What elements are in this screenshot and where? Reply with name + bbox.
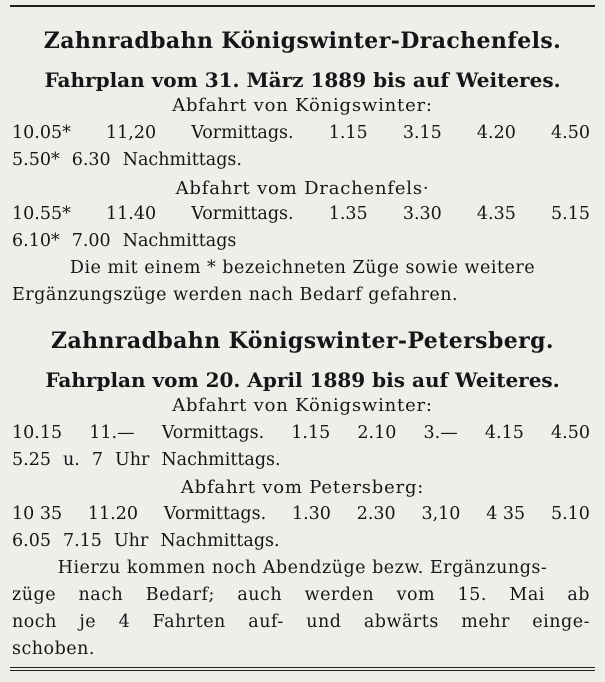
note-word: Mai	[509, 585, 545, 605]
note-word: auf-	[248, 612, 284, 632]
section2-departure-b-row1	[12, 506, 590, 524]
time-token: 1.15	[328, 123, 368, 143]
section1-note-line2: Ergänzungszüge werden nach Bedarf gefahren.	[12, 285, 459, 305]
time-token: Vormittags.	[163, 504, 267, 524]
note-word: noch	[12, 612, 57, 632]
section2-departure-a-label: Abfahrt von Königswinter:	[172, 395, 433, 416]
note-word: nach	[78, 585, 124, 605]
time-token: Nachmittags	[122, 231, 237, 251]
section2-title: Zahnradbahn Königswinter-Petersberg.	[51, 328, 554, 354]
time-token: Nachmittags.	[160, 531, 280, 551]
time-token: 11,20	[105, 123, 157, 143]
time-token: 11.40	[105, 204, 157, 224]
note-word: 15.	[457, 585, 487, 605]
time-token: 7.15	[62, 531, 102, 551]
time-token: 10.15	[12, 423, 63, 443]
time-token: 1.30	[291, 504, 331, 524]
section1-departure-b-row1	[12, 206, 590, 224]
time-token: 7.00	[71, 231, 111, 251]
section2-note-line1: Hierzu kommen noch Abendzüge bezw. Ergänzungs-	[57, 558, 548, 578]
section1-schedule: Fahrplan vom 31. März 1889 bis auf Weiteres.	[44, 68, 561, 92]
time-token: Uhr	[113, 531, 149, 551]
time-token: 6.10*	[12, 231, 60, 251]
time-token: 3,10	[421, 504, 461, 524]
time-token: 1.15	[291, 423, 331, 443]
note-word: züge	[12, 585, 57, 605]
note-word: einge-	[532, 612, 590, 632]
time-token: 10 35	[12, 504, 63, 524]
time-token: Vormittags.	[161, 423, 265, 443]
note-word: Bedarf;	[145, 585, 215, 605]
note-word: 4	[118, 612, 131, 632]
section1-note-line1: Die mit einem * bezeichneten Züge sowie weitere	[69, 258, 536, 278]
section2-departure-b-label: Abfahrt vom Petersberg:	[180, 477, 425, 498]
time-token: 5.50*	[12, 150, 60, 170]
note-word: vom	[396, 585, 436, 605]
time-token: 4.35	[476, 204, 516, 224]
time-token: Nachmittags.	[122, 150, 242, 170]
time-token: 10.05*	[12, 123, 71, 143]
section2-note-line2	[12, 587, 590, 605]
time-token: 2.10	[357, 423, 397, 443]
time-token: 11.—	[89, 423, 135, 443]
time-token: Uhr	[114, 450, 150, 470]
section2-departure-b-row2	[12, 533, 590, 551]
note-word: auch	[237, 585, 283, 605]
note-word: abwärts	[363, 612, 439, 632]
note-word: je	[79, 612, 97, 632]
time-token: 1.35	[328, 204, 368, 224]
time-token: 4.50	[551, 423, 590, 443]
note-word: Fahrten	[152, 612, 226, 632]
section2-note-line3	[12, 614, 590, 632]
time-token: 10.55*	[12, 204, 71, 224]
time-token: 4.20	[476, 123, 516, 143]
time-token: Vormittags.	[191, 204, 294, 224]
time-token: 4 35	[486, 504, 526, 524]
time-token: u.	[62, 450, 80, 470]
section2-departure-a-row1	[12, 425, 590, 443]
time-token: 6.30	[71, 150, 111, 170]
section2-schedule: Fahrplan vom 20. April 1889 bis auf Weiteres.	[45, 368, 560, 392]
time-token: 11.20	[87, 504, 138, 524]
section1-title: Zahnradbahn Königswinter-Drachenfels.	[43, 28, 562, 54]
bottom-rule-double	[10, 670, 595, 671]
time-token: 5.10	[550, 504, 590, 524]
time-token: Nachmittags.	[161, 450, 281, 470]
time-token: 4.15	[484, 423, 524, 443]
time-token: 3.30	[402, 204, 442, 224]
time-token: 5.25	[12, 450, 51, 470]
section1-departure-a-label: Abfahrt von Königswinter:	[172, 95, 433, 116]
top-rule	[10, 5, 595, 7]
section1-departure-b-row2	[12, 233, 590, 251]
note-word: werden	[304, 585, 375, 605]
time-token: 5.15	[551, 204, 590, 224]
section1-departure-a-row2	[12, 152, 590, 170]
time-token: 3.15	[402, 123, 442, 143]
note-word: und	[306, 612, 342, 632]
section2-note-line4: schoben.	[12, 639, 95, 659]
section1-departure-b-label: Abfahrt vom Drachenfels·	[175, 178, 430, 199]
bottom-rule	[10, 667, 595, 668]
time-token: 4.50	[551, 123, 590, 143]
time-token: Vormittags.	[191, 123, 294, 143]
time-token: 6.05	[12, 531, 51, 551]
section2-departure-a-row2	[12, 452, 590, 470]
note-word: mehr	[461, 612, 510, 632]
time-token: 2.30	[356, 504, 396, 524]
note-word: ab	[567, 585, 590, 605]
time-token: 7	[91, 450, 103, 470]
section1-departure-a-row1	[12, 125, 590, 143]
time-token: 3.—	[423, 423, 458, 443]
